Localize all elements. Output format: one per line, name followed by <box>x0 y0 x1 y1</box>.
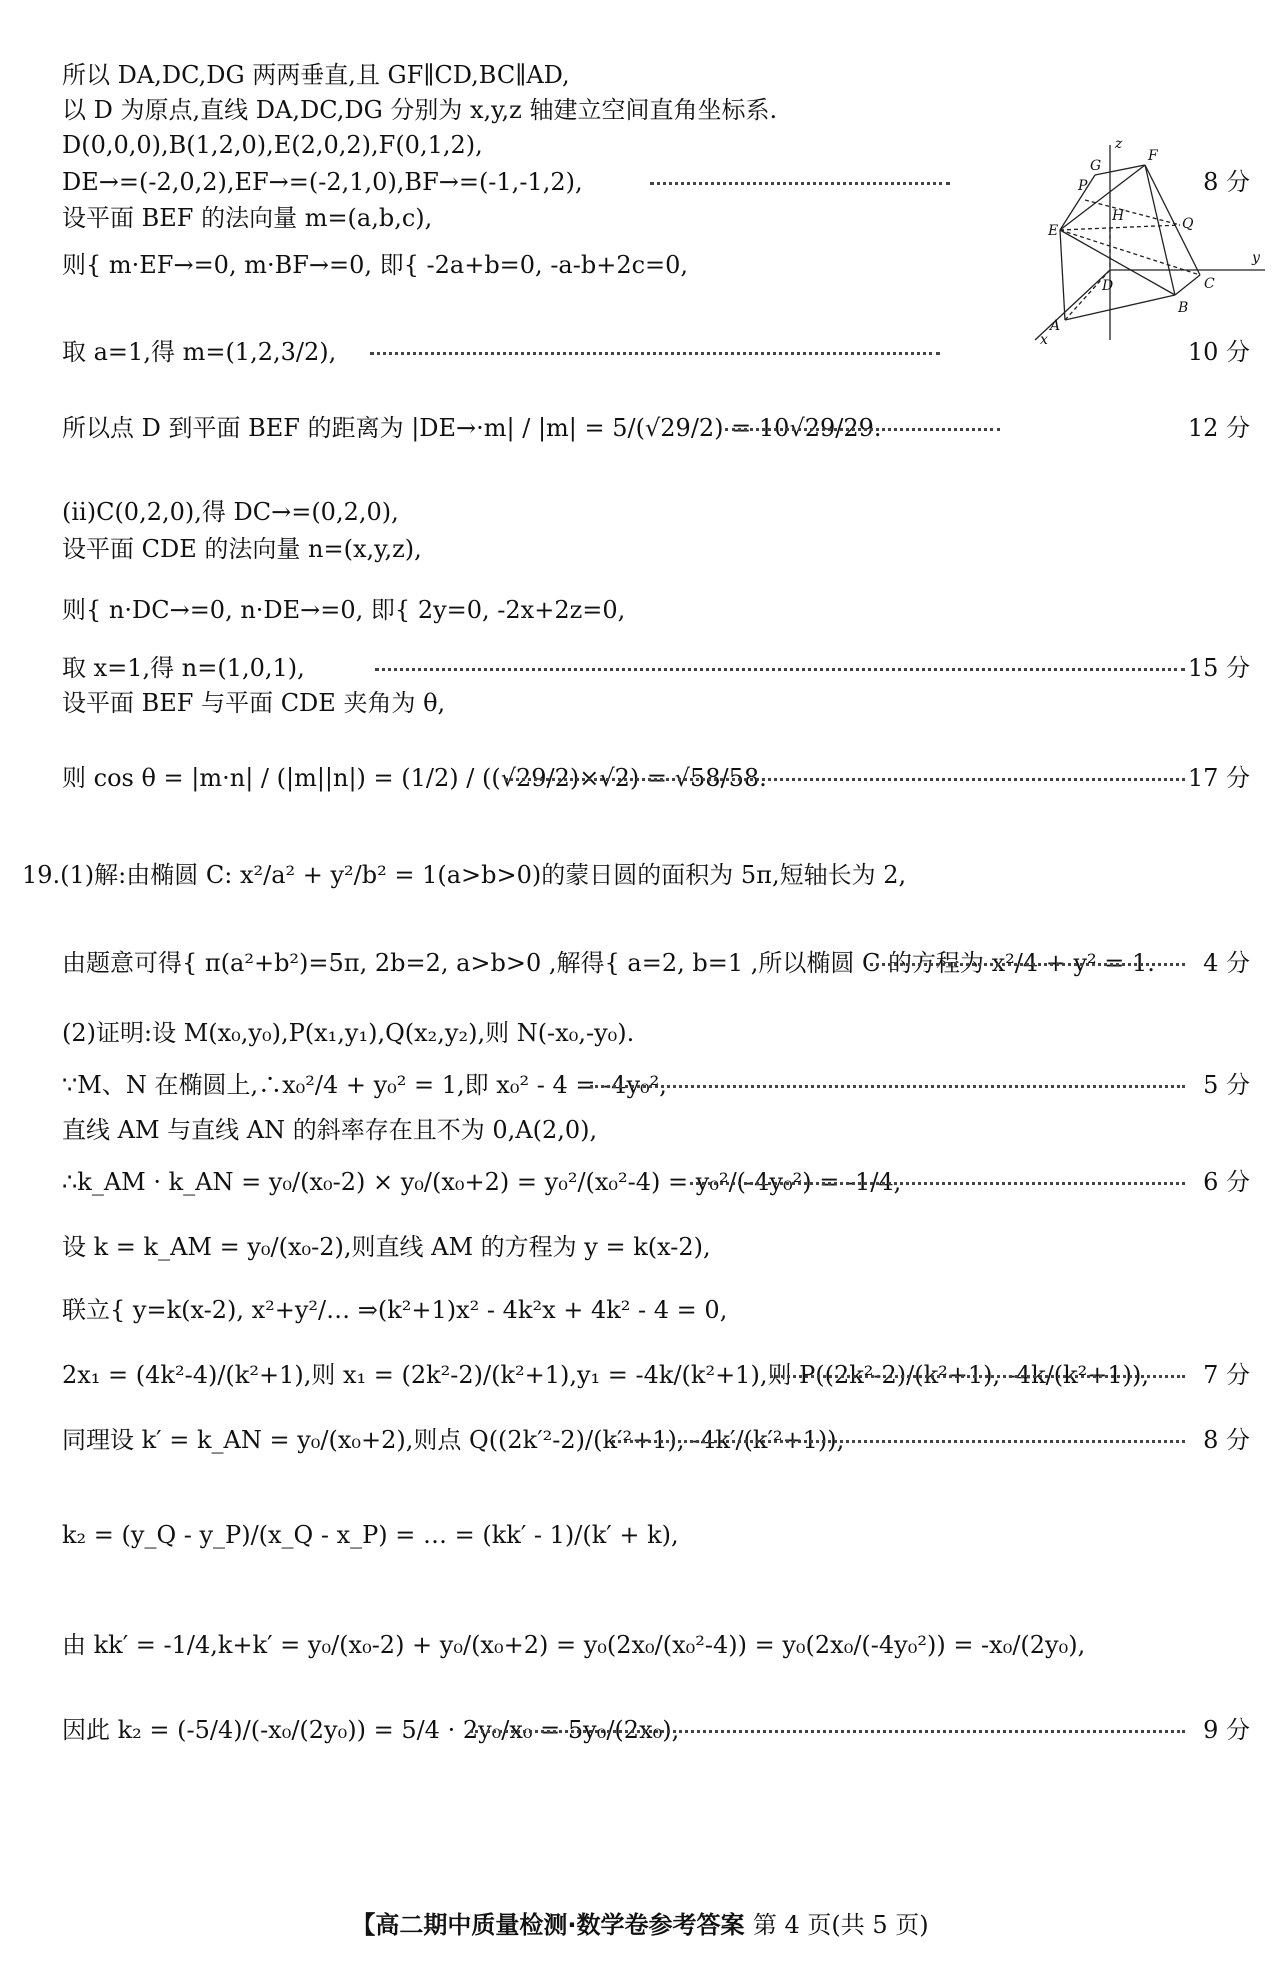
score-mark: 5 分 <box>1203 1071 1250 1099</box>
score-mark: 8 分 <box>1203 168 1250 196</box>
figure-point-label: E <box>1048 223 1059 239</box>
solution-line <box>0 1625 1280 1665</box>
solution-line <box>0 683 1280 723</box>
solution-line <box>0 1013 1280 1053</box>
score-mark: 15 分 <box>1187 654 1250 682</box>
solution-line <box>0 492 1280 532</box>
figure-point-label: Q <box>1182 216 1194 232</box>
solution-text: D(0,0,0),B(1,2,0),E(2,0,2),F(0,1,2), <box>62 131 483 159</box>
solution-text: 则 cos θ = |m·n| / (|m||n|) = (1/2) / ((√29/2)×√2) = √58/58. <box>62 764 767 792</box>
dot-leader <box>650 182 950 185</box>
score-mark: 17 分 <box>1187 764 1250 792</box>
footer-page-number: 第 4 页(共 5 页) <box>752 1911 929 1939</box>
solution-text: ∴k_AM · k_AN = y₀/(x₀-2) × y₀/(x₀+2) = y₀²/(x₀²-4) = y₀²/(-4y₀²) = -1/4, <box>62 1168 902 1196</box>
solution-text: 2x₁ = (4k²-4)/(k²+1),则 x₁ = (2k²-2)/(k²+1),y₁ = -4k/(k²+1),则 P((2k²-2)/(k²+1), -4k/(k²+1)), <box>62 1361 1150 1389</box>
solution-text: 设平面 BEF 与平面 CDE 夹角为 θ, <box>62 689 446 717</box>
solution-text: k₂ = (y_Q - y_P)/(x_Q - x_P) = … = (kk′ - 1)/(k′ + k), <box>62 1521 679 1549</box>
dot-leader <box>370 352 940 355</box>
solution-text: 以 D 为原点,直线 DA,DC,DG 分别为 x,y,z 轴建立空间直角坐标系. <box>62 96 778 124</box>
dot-leader <box>590 1085 1185 1088</box>
solution-text: 由题意可得{ π(a²+b²)=5π, 2b=2, a>b>0 ,解得{ a=2, b=1 ,所以椭圆 C 的方程为 x²/4 + y² = 1. <box>62 949 1155 977</box>
dot-leader <box>375 668 1185 671</box>
solution-text: 则{ m·EF→=0, m·BF→=0, 即{ -2a+b=0, -a-b+2c=0, <box>62 251 689 279</box>
figure-point-label: A <box>1050 318 1061 334</box>
solution-text: 联立{ y=k(x-2), x²+y²/… ⇒(k²+1)x² - 4k²x + 4k² - 4 = 0, <box>62 1296 728 1324</box>
solution-text: 直线 AM 与直线 AN 的斜率存在且不为 0,A(2,0), <box>62 1116 598 1144</box>
figure-point-label: y <box>1252 250 1260 266</box>
solution-line <box>0 529 1280 569</box>
solution-text: 由 kk′ = -1/4,k+k′ = y₀/(x₀-2) + y₀/(x₀+2) = y₀(2x₀/(x₀²-4)) = y₀(2x₀/(-4y₀²)) = -x₀/(2y₀), <box>62 1631 1086 1659</box>
solution-text: 则{ n·DC→=0, n·DE→=0, 即{ 2y=0, -2x+2z=0, <box>62 596 626 624</box>
dot-leader <box>770 1375 1185 1378</box>
solution-line <box>0 1290 1280 1330</box>
solution-text: (ii)C(0,2,0),得 DC→=(0,2,0), <box>62 498 399 526</box>
solution-text: 设平面 CDE 的法向量 n=(x,y,z), <box>62 535 422 563</box>
solution-line <box>0 408 1280 448</box>
figure-point-label: P <box>1078 178 1088 194</box>
score-mark: 6 分 <box>1203 1168 1250 1196</box>
solution-line <box>0 943 1280 983</box>
solution-line <box>0 1420 1280 1460</box>
figure-point-label: z <box>1115 140 1123 152</box>
score-mark: 9 分 <box>1203 1716 1250 1744</box>
figure-point-label: x <box>1040 332 1048 345</box>
solution-line <box>0 1065 1280 1105</box>
footer-title: 【高二期中质量检测·数学卷参考答案 <box>351 1911 745 1939</box>
solution-text: 因此 k₂ = (-5/4)/(-x₀/(2y₀)) = 5/4 · 2y₀/x₀ = 5y₀/(2x₀), <box>62 1716 680 1744</box>
figure-point-label: B <box>1178 300 1189 316</box>
solution-text: 所以 DA,DC,DG 两两垂直,且 GF∥CD,BC∥AD, <box>62 61 570 89</box>
figure-point-label: D <box>1102 278 1114 294</box>
dot-leader <box>870 963 1185 966</box>
solution-text: (2)证明:设 M(x₀,y₀),P(x₁,y₁),Q(x₂,y₂),则 N(-x₀,-y₀). <box>62 1019 635 1047</box>
dot-leader <box>505 778 1185 781</box>
solution-line <box>0 55 1280 95</box>
score-mark: 8 分 <box>1203 1426 1250 1454</box>
solution-line <box>0 1355 1280 1395</box>
solution-text: 取 x=1,得 n=(1,0,1), <box>62 654 305 682</box>
dot-leader <box>612 1440 1185 1443</box>
figure-point-label: G <box>1090 158 1102 174</box>
solution-text: ∵M、N 在椭圆上,∴x₀²/4 + y₀² = 1,即 x₀² - 4 = -4y₀², <box>62 1071 667 1099</box>
solution-line <box>0 1110 1280 1150</box>
solution-line <box>0 648 1280 688</box>
score-mark: 4 分 <box>1203 949 1250 977</box>
solution-line <box>0 855 1280 895</box>
dot-leader <box>690 1182 1185 1185</box>
solution-line <box>0 1227 1280 1267</box>
solution-line <box>0 1162 1280 1202</box>
dot-leader <box>725 428 1000 431</box>
score-mark: 12 分 <box>1187 414 1250 442</box>
score-mark: 7 分 <box>1203 1361 1250 1389</box>
page-footer <box>0 1905 1280 1945</box>
solution-line <box>0 1710 1280 1750</box>
solution-text: 设平面 BEF 的法向量 m=(a,b,c), <box>62 204 433 232</box>
figure-point-label: C <box>1204 276 1215 292</box>
dot-leader <box>470 1730 1185 1733</box>
solution-text: 所以点 D 到平面 BEF 的距离为 |DE→·m| / |m| = 5/(√29/2) = 10√29/29. <box>62 414 882 442</box>
solution-line <box>0 1515 1280 1555</box>
geometry-figure <box>1030 140 1270 345</box>
solution-line <box>0 90 1280 130</box>
solution-text: 同理设 k′ = k_AN = y₀/(x₀+2),则点 Q((2k′²-2)/(k′²+1), -4k′/(k′²+1)), <box>62 1426 845 1454</box>
solution-line <box>0 758 1280 798</box>
solution-text: 设 k = k_AM = y₀/(x₀-2),则直线 AM 的方程为 y = k(x-2), <box>62 1233 711 1261</box>
solution-text: 19.(1)解:由椭圆 C: x²/a² + y²/b² = 1(a>b>0)的蒙日圆的面积为 5π,短轴长为 2, <box>22 861 907 889</box>
figure-point-label: F <box>1148 148 1158 164</box>
solution-text: 取 a=1,得 m=(1,2,3/2), <box>62 338 337 366</box>
figure-point-label: H <box>1112 208 1125 224</box>
score-mark: 10 分 <box>1187 338 1250 366</box>
solution-text: DE→=(-2,0,2),EF→=(-2,1,0),BF→=(-1,-1,2), <box>62 168 583 196</box>
solution-line <box>0 590 1280 630</box>
